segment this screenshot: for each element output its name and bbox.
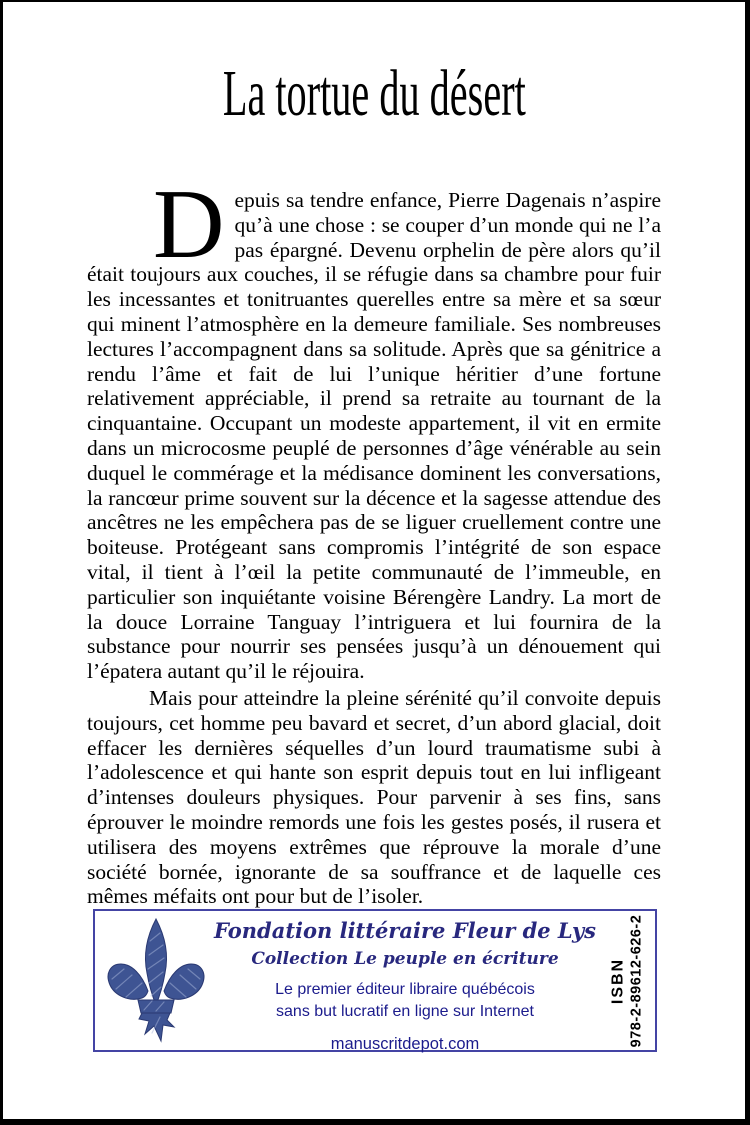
publisher-website: manuscritdepot.com [330,1035,480,1053]
fleur-de-lys-icon [104,917,208,1046]
isbn-label: ISBN [609,957,627,1004]
publisher-tagline [275,979,535,1023]
tagline-line-1: Le premier éditeur libraire québécois [275,981,535,998]
synopsis-paragraph-2: Mais pour atteindre la pleine sérénité qu’il convoite depuis toujours, cet homme peu bavard et secret, d’un abord glacial, doit effacer les dernières séquelles d’un lourd traumatisme subi à l’adolescence et qui hante son esprit depuis tout en lui infligeant d’intenses douleurs physiques. Pour parvenir à ses fins, sans éprouver le moindre remords une fois les gestes posés, il rusera et utilisera des moyens extrêmes que réprouve la morale d’une société bornée, ignorante de sa souffrance et de laquelle ces mêmes méfaits ont pour but de l’isoler. [87,685,661,909]
collection-name: Collection Le peuple en écriture [251,949,559,969]
publisher-box [93,909,657,1052]
page-title [3,57,745,130]
publisher-name: Fondation littéraire Fleur de Lys [214,918,596,943]
synopsis [87,170,661,909]
isbn-number: 978-2-89612-626-2 [627,914,644,1047]
publisher-text-block [213,911,597,1053]
page-title-text: La tortue du désert [222,57,526,130]
synopsis-paragraph-1 [87,170,661,684]
synopsis-paragraph-1-text: epuis sa tendre enfance, Pierre Dagenais n’aspire qu’à une chose : se couper d’un monde qui ne l’a pas épargné. Devenu orphelin de père alors qu’il était toujours aux couches, il se réfugie dans sa chambre pour fuir les incessantes et tonitruantes querelles entre sa mère et sa sœur qui minent l’atmosphère en la demeure familiale. Ses nombreuses lectures l’accompagnent dans sa solitude. Après que sa génitrice a rendu l’âme et fait de lui l’unique héritier d’une fortune relativement appréciable, il prend sa retraite au tournant de la cinquantaine. Occupant un modeste appartement, il vit en ermite dans un microcosme peuplé de personnes d’âge vénérable au sein duquel le commérage et la médisance dominent les conversations, la rancœur prime souvent sur la décence et la sagesse attendue des ancêtres ne les empêchera pas de se liguer cruellement contre une boiteuse. Protégeant sans compromis l’intégrité de son espace vital, il tient à l’œil la petite communauté de l’immeuble, en particulier son inquiétante voisine Bérengère Landry. La mort de la douce Lorraine Tanguay l’intriguera et lui fournira de la substance pour nourrir ses pensées jusqu’à un dénouement qui l’épatera autant qu’il le réjouira. [87,188,661,684]
isbn-rotated-text [609,914,645,1047]
isbn-block [601,911,653,1050]
dropcap-letter: D [153,170,225,279]
tagline-line-2: sans but lucratif en ligne sur Internet [276,1003,534,1020]
